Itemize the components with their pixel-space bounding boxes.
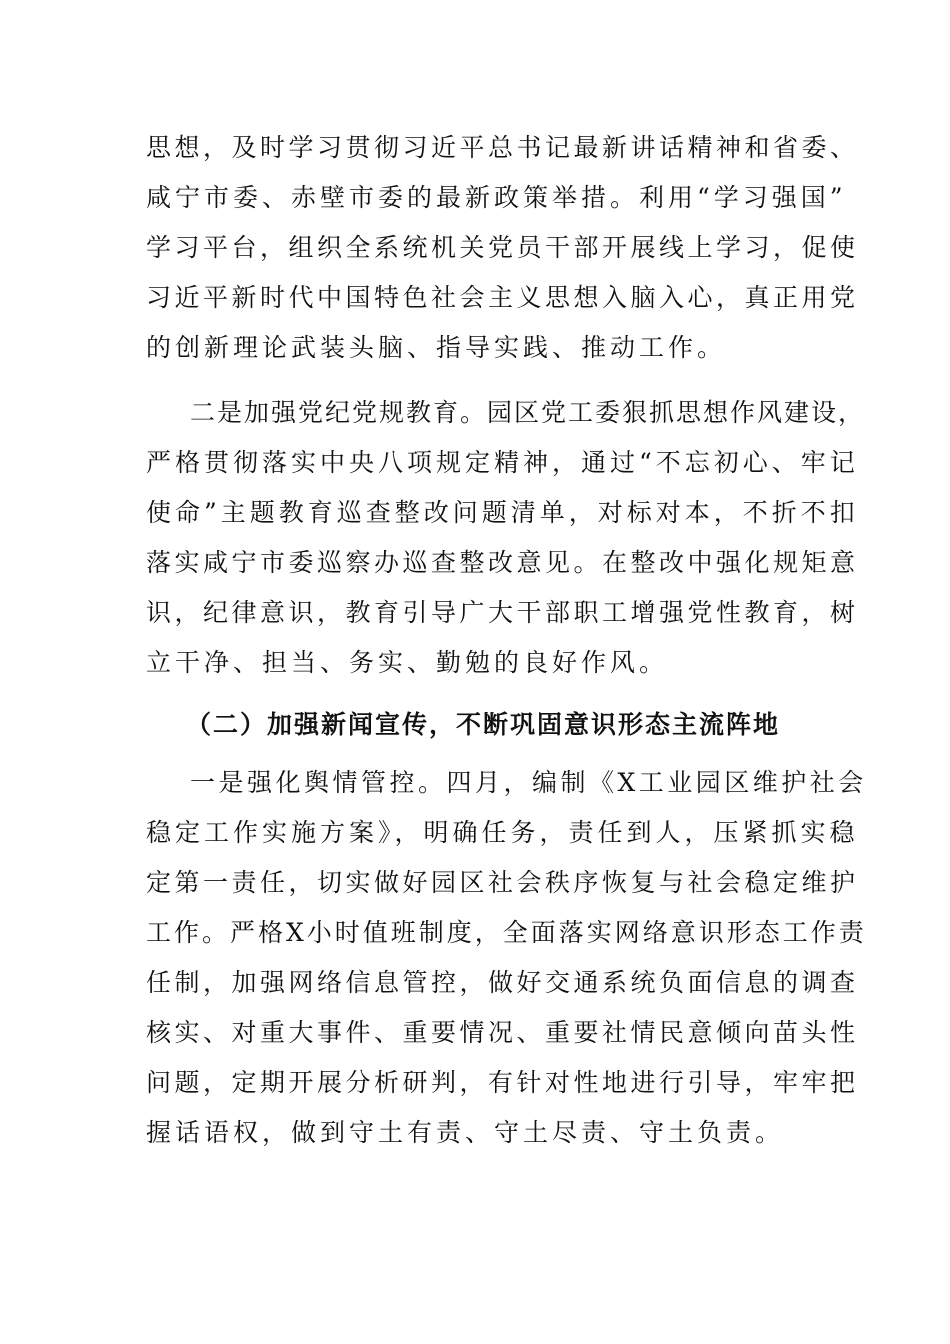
text-line: 学习平台，组织全系统机关党员干部开展线上学习，促使 — [146, 233, 859, 262]
text-line: 立干净、担当、务实、勤勉的良好作风。 — [146, 648, 669, 677]
text-line: 习近平新时代中国特色社会主义思想入脑入心，真正用党 — [146, 283, 859, 312]
text-line: 定第一责任，切实做好园区社会秩序恢复与社会稳定维护 — [146, 868, 859, 897]
text-line: 思想，及时学习贯彻习近平总书记最新讲话精神和省委、 — [146, 133, 859, 162]
text-line: 握话语权，做到守土有责、守土尽责、守土负责。 — [146, 1118, 785, 1147]
text-line: 稳定工作实施方案》，明确任务，责任到人，压紧抓实稳 — [146, 818, 859, 847]
text-line: 落实咸宁市委巡察办巡查整改意见。在整改中强化规矩意 — [146, 548, 859, 577]
text-line: 使命”主题教育巡查整改问题清单，对标对本，不折不扣 — [146, 498, 859, 527]
text-line: 任制，加强网络信息管控，做好交通系统负面信息的调查 — [146, 968, 859, 997]
text-line: 的创新理论武装头脑、指导实践、推动工作。 — [146, 333, 727, 362]
text-line: 识，纪律意识，教育引导广大干部职工增强党性教育，树 — [146, 598, 859, 627]
text-line: 咸宁市委、赤壁市委的最新政策举措。利用“学习强国” — [146, 183, 847, 212]
text-line: 问题，定期开展分析研判，有针对性地进行引导，牢牢把 — [146, 1068, 859, 1097]
section-heading: （二）加强新闻宣传，不断巩固意识形态主流阵地 — [186, 710, 781, 739]
text-line: 工作。严格X小时值班制度，全面落实网络意识形态工作责 — [146, 918, 867, 947]
text-line: 严格贯彻落实中央八项规定精神，通过“不忘初心、牢记 — [146, 448, 859, 477]
text-line: 二是加强党纪党规教育。园区党工委狠抓思想作风建设， — [190, 398, 866, 427]
text-line: 一是强化舆情管控。四月，编制《X工业园区维护社会 — [190, 768, 867, 797]
text-line: 核实、对重大事件、重要情况、重要社情民意倾向苗头性 — [146, 1018, 859, 1047]
